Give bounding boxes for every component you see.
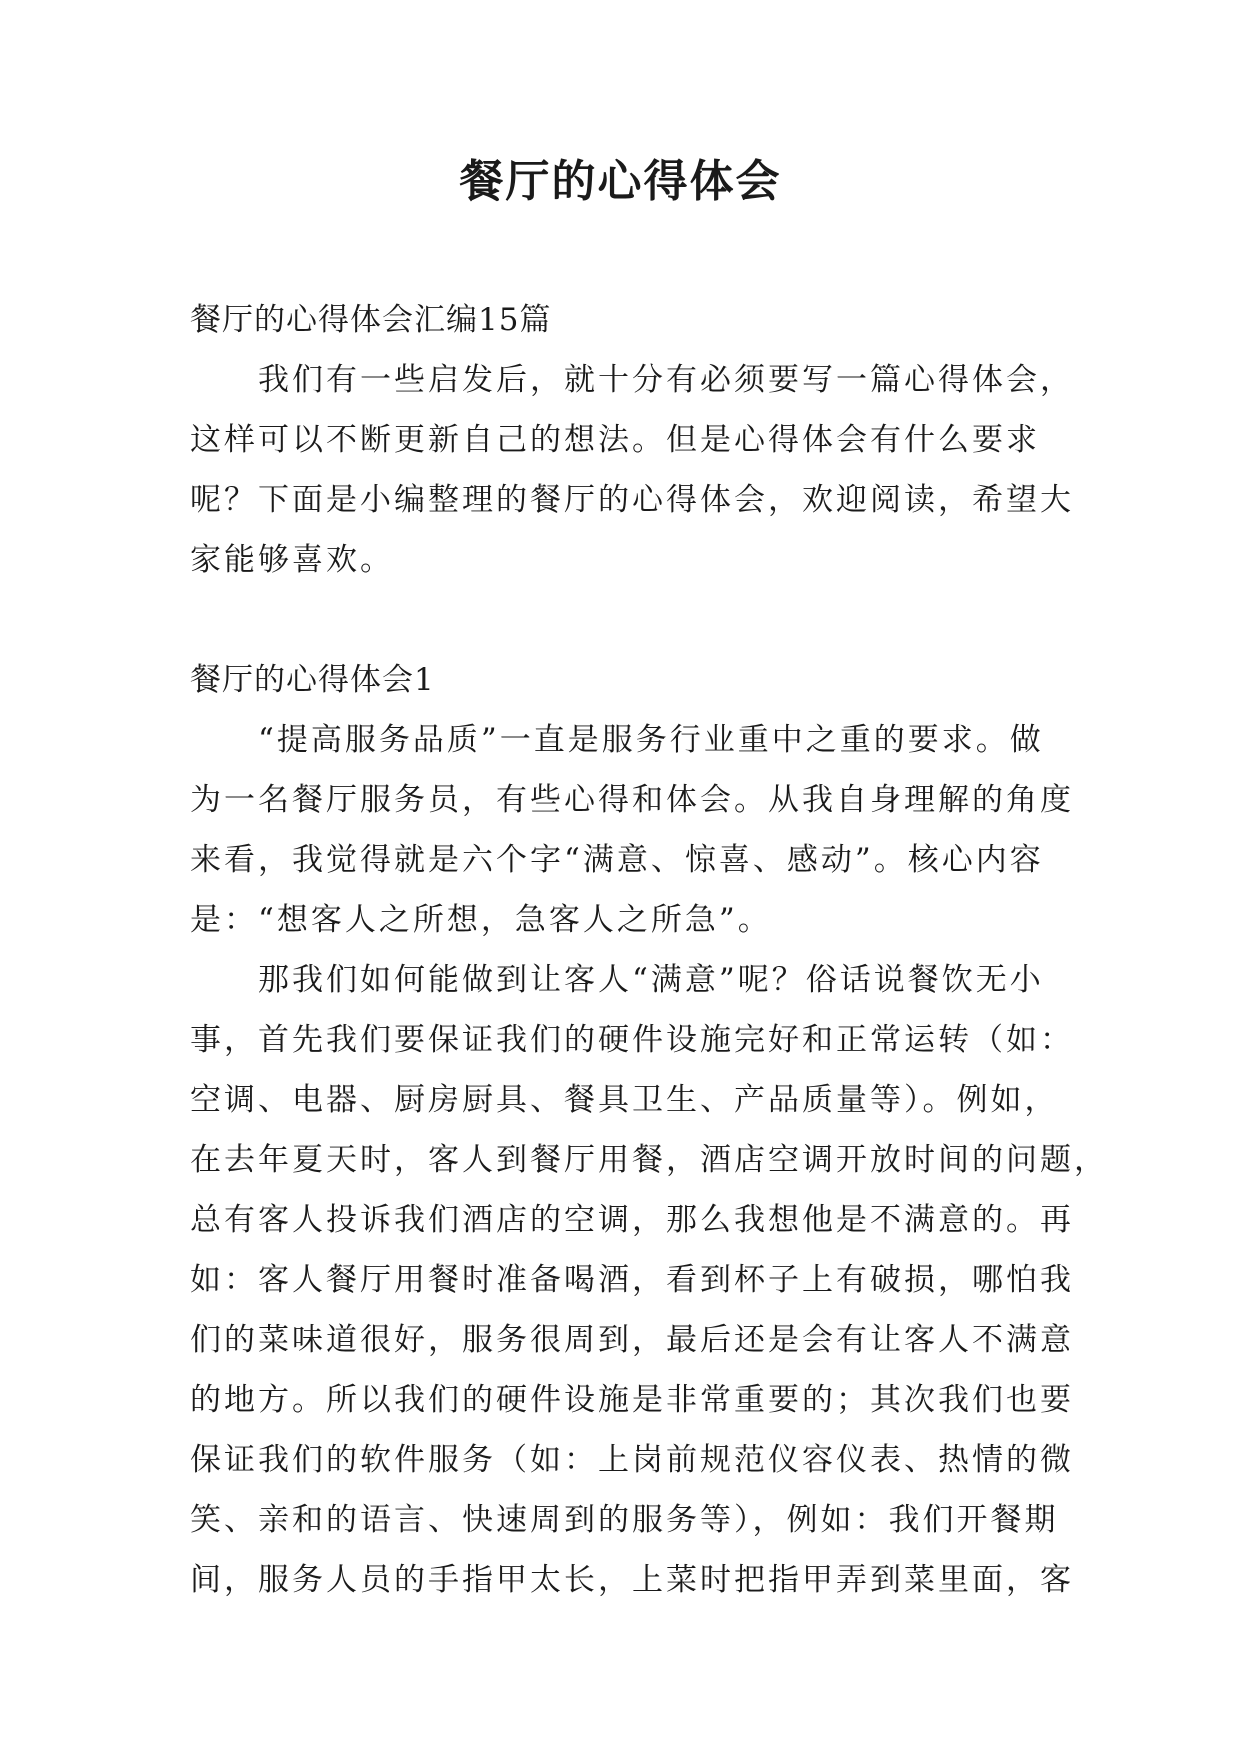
section-1-para-2-line: 的地方。所以我们的硬件设施是非常重要的；其次我们也要: [190, 1382, 1074, 1418]
section-1-para-2-line: 间，服务人员的手指甲太长，上菜时把指甲弄到菜里面，客: [190, 1562, 1074, 1598]
document-title: 餐厅的心得体会: [459, 156, 782, 207]
section-1-para-2-line: 笑、亲和的语言、快速周到的服务等），例如：我们开餐期: [190, 1502, 1059, 1538]
section-1-para-2-line: 如：客人餐厅用餐时准备喝酒，看到杯子上有破损，哪怕我: [190, 1262, 1074, 1298]
paragraph-gap: [190, 590, 1060, 650]
section-1-para-1-line: 为一名餐厅服务员，有些心得和体会。从我自身理解的角度: [190, 782, 1074, 818]
section-1-para-1-line: 来看，我觉得就是六个字“满意、惊喜、感动”。核心内容: [190, 842, 1044, 878]
section-1-para-1-line: 是：“想客人之所想，急客人之所急”。: [190, 902, 772, 938]
section-1-para-2-line: 保证我们的软件服务（如：上岗前规范仪容仪表、热情的微: [190, 1442, 1074, 1478]
section-1-para-2-line: 总有客人投诉我们酒店的空调，那么我想他是不满意的。再: [190, 1202, 1074, 1238]
section-1-para-2-line: 们的菜味道很好，服务很周到，最后还是会有让客人不满意: [190, 1322, 1074, 1358]
document-body: [190, 290, 1108, 1610]
intro-line: 这样可以不断更新自己的想法。但是心得体会有什么要求: [190, 422, 1040, 458]
section-1-para-2-line: 在去年夏天时，客人到餐厅用餐，酒店空调开放时间的问题，: [190, 1142, 1108, 1178]
intro-line: 呢？下面是小编整理的餐厅的心得体会，欢迎阅读，希望大: [190, 482, 1074, 518]
section-1-para-2-line: 事，首先我们要保证我们的硬件设施完好和正常运转（如：: [190, 1022, 1074, 1058]
intro-line: 我们有一些启发后，就十分有必须要写一篇心得体会，: [190, 362, 1074, 398]
section-heading: 餐厅的心得体会1: [190, 662, 435, 698]
intro-line: 家能够喜欢。: [190, 542, 394, 578]
section-1-para-2-line: 空调、电器、厨房厨具、餐具卫生、产品质量等）。例如，: [190, 1082, 1059, 1118]
section-1-para-1-line: “提高服务品质”一直是服务行业重中之重的要求。做: [190, 722, 1044, 758]
subtitle: 餐厅的心得体会汇编15篇: [190, 302, 552, 338]
section-1-para-2-line: 那我们如何能做到让客人“满意”呢？俗话说餐饮无小: [190, 962, 1044, 998]
